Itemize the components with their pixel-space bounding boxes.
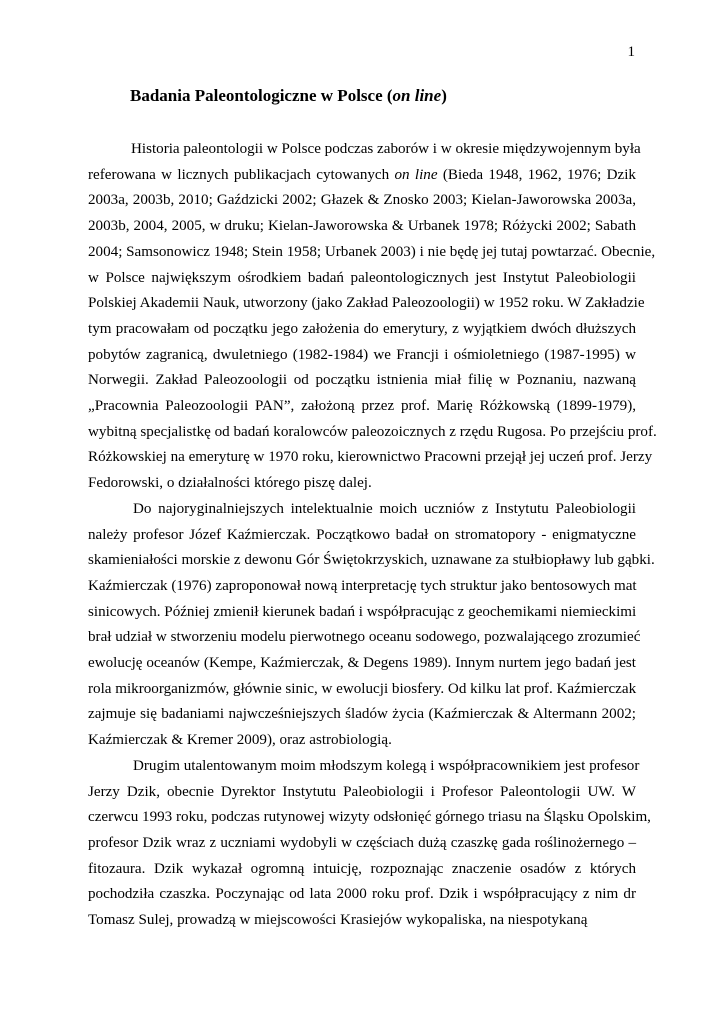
text-line: Kaźmierczak (1976) zaproponował nową interpretację tych struktur jako bentosowych mat [88,577,637,594]
text-line: zajmuje się badaniami najwcześniejszych śladów życia (Kaźmierczak & Altermann 2002; [88,706,636,723]
text-line: Jerzy Dzik, obecnie Dyrektor Instytutu Paleobiologii i Profesor Paleontologii UW. W [88,783,636,800]
title-italic: on line [392,86,442,105]
text-line: Historia paleontologii w Polsce podczas zaborów i w okresie międzywojennym była [131,141,641,157]
text-line: 2004; Samsonowicz 1948; Stein 1958; Urbanek 2003) i nie będę jej tutaj powtarzać. Obecnie, [88,243,656,260]
text-line: pochodziła czaszka. Poczynając od lata 2000 roku prof. Dzik i współpracujący z nim dr [88,886,636,903]
text-line: ewolucję oceanów (Kempe, Kaźmierczak, & Degens 1989). Innym nurtem jego badań jest [88,655,636,672]
text-line: Kaźmierczak & Kremer 2009), oraz astrobiologią. [88,732,392,749]
text-line: 2003b, 2004, 2005, w druku; Kielan-Jaworowska & Urbanek 1978; Różycki 2002; Sabath [88,218,636,235]
text-line: Norwegii. Zakład Paleozoologii od początku istnienia miał filię w Poznaniu, nazwaną [88,372,636,389]
italic-phrase: on line [394,166,438,183]
paragraph-kazmierczak [88,497,655,754]
page-number: 1 [627,44,635,60]
text-line: wybitną specjalistkę od badań koralowców paleozoicznych z rzędu Rugosa. Po przejściu prof. [88,423,657,440]
text-line: w Polsce największym ośrodkiem badań paleontologicznych jest Instytut Paleobiologii [88,269,636,286]
paragraph-history [88,137,657,497]
title-close: ) [441,86,447,105]
text-line: brał udział w stworzeniu modelu pierwotnego oceanu sodowego, pozwalającego zrozumieć [88,629,641,646]
text-line: Drugim utalentowanym moim młodszym kolegą i współpracownikiem jest profesor [133,757,640,774]
text-line: profesor Dzik wraz z uczniami wydobyli w częściach dużą czaszkę gada roślinożernego – [88,834,636,851]
text-line: Tomasz Sulej, prowadzą w miejscowości Krasiejów wykopaliska, na niespotykaną [88,912,588,929]
page-title [130,86,447,106]
text-line: 2003a, 2003b, 2010; Gaździcki 2002; Głazek & Znosko 2003; Kielan-Jaworowska 2003a, [88,192,636,209]
text-line: rola mikroorganizmów, głównie sinic, w ewolucji biosfery. Od kilku lat prof. Kaźmierczak [88,680,637,697]
text-line: czerwcu 1993 roku, podczas rutynowej wizyty odsłonięć górnego triasu na Śląsku Opolskim, [88,809,651,826]
title-main: Badania Paleontologiczne w Polsce ( [130,86,393,105]
text-line: należy profesor Józef Kaźmierczak. Początkowo badał on stromatopory - enigmatyczne [88,526,636,543]
text-line: fitozaura. Dzik wykazał ogromną intuicję, rozpoznając znaczenie osadów z których [88,860,636,877]
text-line: Do najoryginalniejszych intelektualnie moich uczniów z Instytutu Paleobiologii [133,500,636,517]
text-line: sinicowych. Później zmienił kierunek badań i współpracując z geochemikami niemieckimi [88,603,637,620]
text-line: skamieniałości morskie z dewonu Gór Świętokrzyskich, uznawane za stułbiopławy lub gąbki. [88,552,655,569]
body-text [88,137,657,934]
text-line: referowana w licznych publikacjach cytowanych on line (Bieda 1948, 1962, 1976; Dzik [88,166,636,183]
text-line: pobytów zagranicą, dwuletniego (1982-1984) we Francji i ośmioletniego (1987-1995) w [88,346,636,363]
text-line: tym pracowałam od początku jego założenia do emerytury, z wyjątkiem dwóch dłuższych [88,320,636,337]
paragraph-dzik [88,754,651,934]
text-line: Polskiej Akademii Nauk, utworzony (jako Zakład Paleozoologii) w 1952 roku. W Zakładzie [88,295,645,312]
text-line: Fedorowski, o działalności którego piszę dalej. [88,475,372,492]
text-line: „Pracownia Paleozoologii PAN”, założoną przez prof. Marię Różkowską (1899-1979), [88,398,636,415]
text-line: Różkowskiej na emeryturę w 1970 roku, kierownictwo Pracowni przejął jej uczeń prof. Jerzy [88,449,653,466]
